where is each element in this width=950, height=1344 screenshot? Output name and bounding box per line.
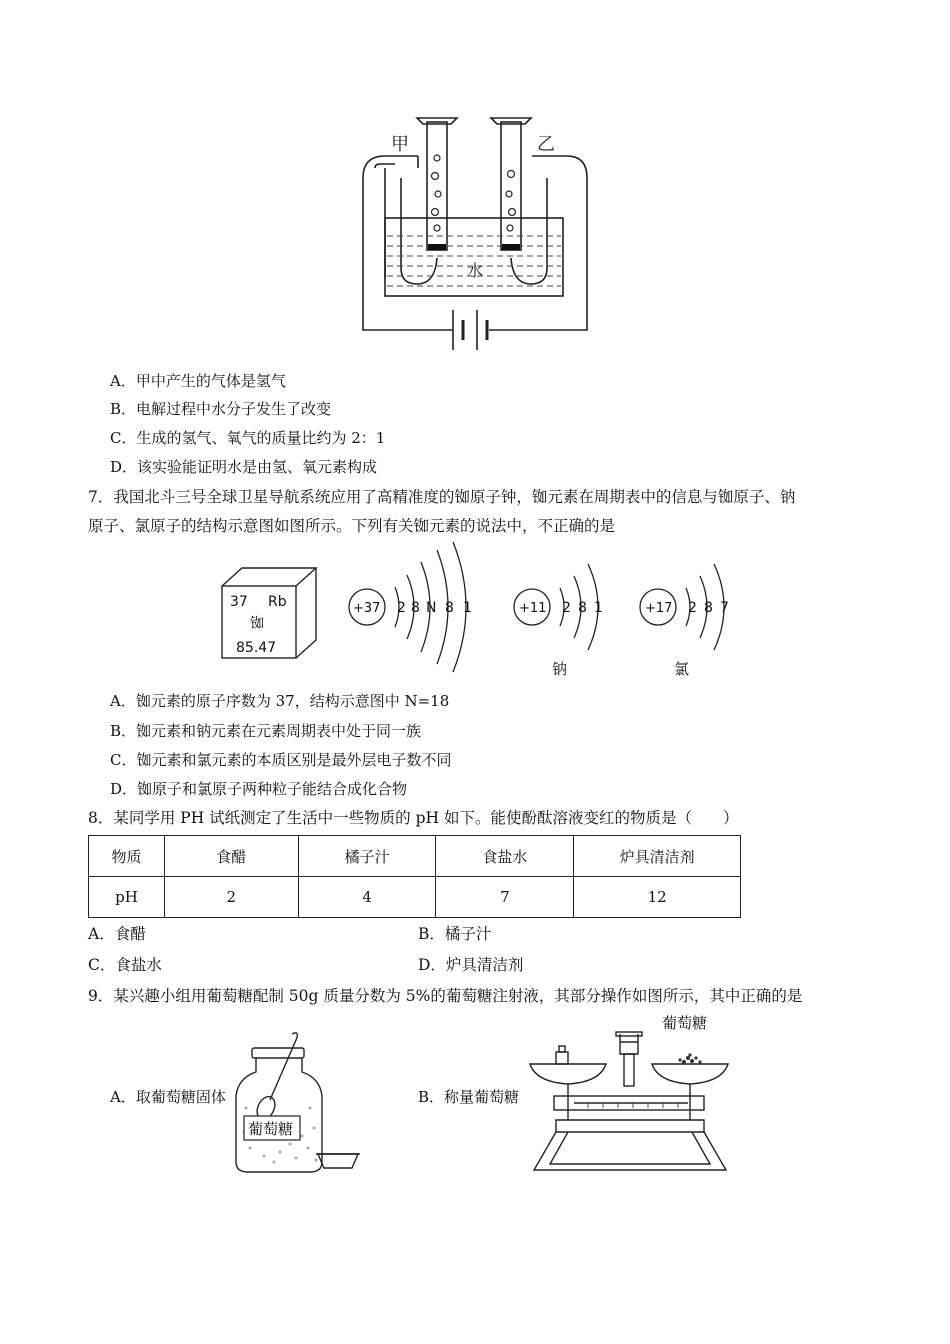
na-nucleus: +11 bbox=[519, 601, 547, 616]
cl-atom-diagram bbox=[636, 560, 736, 680]
table-cell: 橘子汁 bbox=[298, 836, 436, 877]
rb-shell-3: N bbox=[426, 600, 437, 616]
rb-nucleus: +37 bbox=[353, 601, 381, 616]
na-shell-1: 2 bbox=[562, 600, 571, 616]
q8-stem: 8．某同学用 PH 试纸测定了生活中一些物质的 pH 如下。能使酚酞溶液变红的物质是（ ） bbox=[88, 809, 739, 827]
q8-option-c: C．食盐水 bbox=[88, 956, 162, 974]
table-cell: 食盐水 bbox=[436, 836, 574, 877]
cl-nucleus: +17 bbox=[645, 601, 673, 616]
table-row bbox=[89, 877, 741, 918]
element-card bbox=[220, 566, 320, 662]
table-cell: 7 bbox=[436, 877, 574, 918]
balance-figure bbox=[528, 1008, 748, 1178]
table-cell: 炉具清洁剂 bbox=[574, 836, 741, 877]
rb-shell-2: 8 bbox=[411, 600, 420, 616]
rb-shell-4: 8 bbox=[445, 600, 454, 616]
table-cell: 2 bbox=[164, 877, 298, 918]
table-row bbox=[89, 836, 741, 877]
q7-stem-line1: 7．我国北斗三号全球卫星导航系统应用了高精准度的铷原子钟，铷元素在周期表中的信息与铷原子、钠 bbox=[88, 488, 796, 506]
element-number: 37 bbox=[230, 594, 248, 610]
glucose-jar-figure bbox=[230, 1028, 370, 1178]
q7-option-b: B．铷元素和钠元素在元素周期表中处于同一族 bbox=[110, 722, 422, 740]
element-mass: 85.47 bbox=[236, 640, 277, 656]
q8-option-d: D．炉具清洁剂 bbox=[418, 956, 524, 974]
element-symbol: Rb bbox=[268, 594, 287, 610]
electrolysis-figure bbox=[355, 108, 595, 358]
q7-option-d: D．铷原子和氯原子两种粒子能结合成化合物 bbox=[110, 780, 408, 798]
label-jia: 甲 bbox=[391, 134, 409, 155]
q7-stem-line2: 原子、氯原子的结构示意图如图所示。下列有关铷元素的说法中，不正确的是 bbox=[88, 517, 616, 535]
cl-shell-1: 2 bbox=[688, 600, 697, 616]
na-shell-3: 1 bbox=[594, 600, 603, 616]
na-atom-diagram bbox=[510, 560, 610, 680]
rb-shell-5: 1 bbox=[463, 600, 472, 616]
q6-option-b: B．电解过程中水分子发生了改变 bbox=[110, 400, 332, 418]
q6-option-a: A．甲中产生的气体是氢气 bbox=[110, 372, 286, 390]
label-yi: 乙 bbox=[537, 134, 555, 155]
element-name: 铷 bbox=[250, 616, 264, 632]
cl-shell-2: 8 bbox=[704, 600, 713, 616]
na-shell-2: 8 bbox=[578, 600, 587, 616]
ph-table bbox=[88, 835, 741, 918]
rb-shell-1: 2 bbox=[397, 600, 406, 616]
q9-stem: 9．某兴趣小组用葡萄糖配制 50g 质量分数为 5%的葡萄糖注射液，其部分操作如图所示，其中正确的是 bbox=[88, 987, 803, 1005]
q8-option-a: A．食醋 bbox=[88, 925, 146, 943]
q6-option-d: D．该实验能证明水是由氢、氧元素构成 bbox=[110, 458, 378, 476]
jar-label: 葡萄糖 bbox=[248, 1120, 294, 1138]
label-water: 水 bbox=[467, 261, 484, 280]
na-label: 钠 bbox=[552, 660, 568, 678]
table-cell: 4 bbox=[298, 877, 436, 918]
balance-label: 葡萄糖 bbox=[662, 1014, 708, 1032]
table-cell: pH bbox=[89, 877, 165, 918]
rb-atom-diagram bbox=[345, 540, 475, 676]
cl-shell-3: 7 bbox=[720, 600, 729, 616]
cl-label: 氯 bbox=[674, 660, 690, 678]
q7-option-a: A．铷元素的原子序数为 37，结构示意图中 N=18 bbox=[110, 692, 450, 710]
q9-option-b: B．称量葡萄糖 bbox=[418, 1088, 520, 1106]
table-cell: 物质 bbox=[89, 836, 165, 877]
q9-option-a: A．取葡萄糖固体 bbox=[110, 1088, 226, 1106]
q8-option-b: B．橘子汁 bbox=[418, 925, 492, 943]
table-cell: 12 bbox=[574, 877, 741, 918]
table-cell: 食醋 bbox=[164, 836, 298, 877]
q6-option-c: C．生成的氢气、氧气的质量比约为 2：1 bbox=[110, 429, 386, 447]
q7-option-c: C．铷元素和氯元素的本质区别是最外层电子数不同 bbox=[110, 751, 452, 769]
